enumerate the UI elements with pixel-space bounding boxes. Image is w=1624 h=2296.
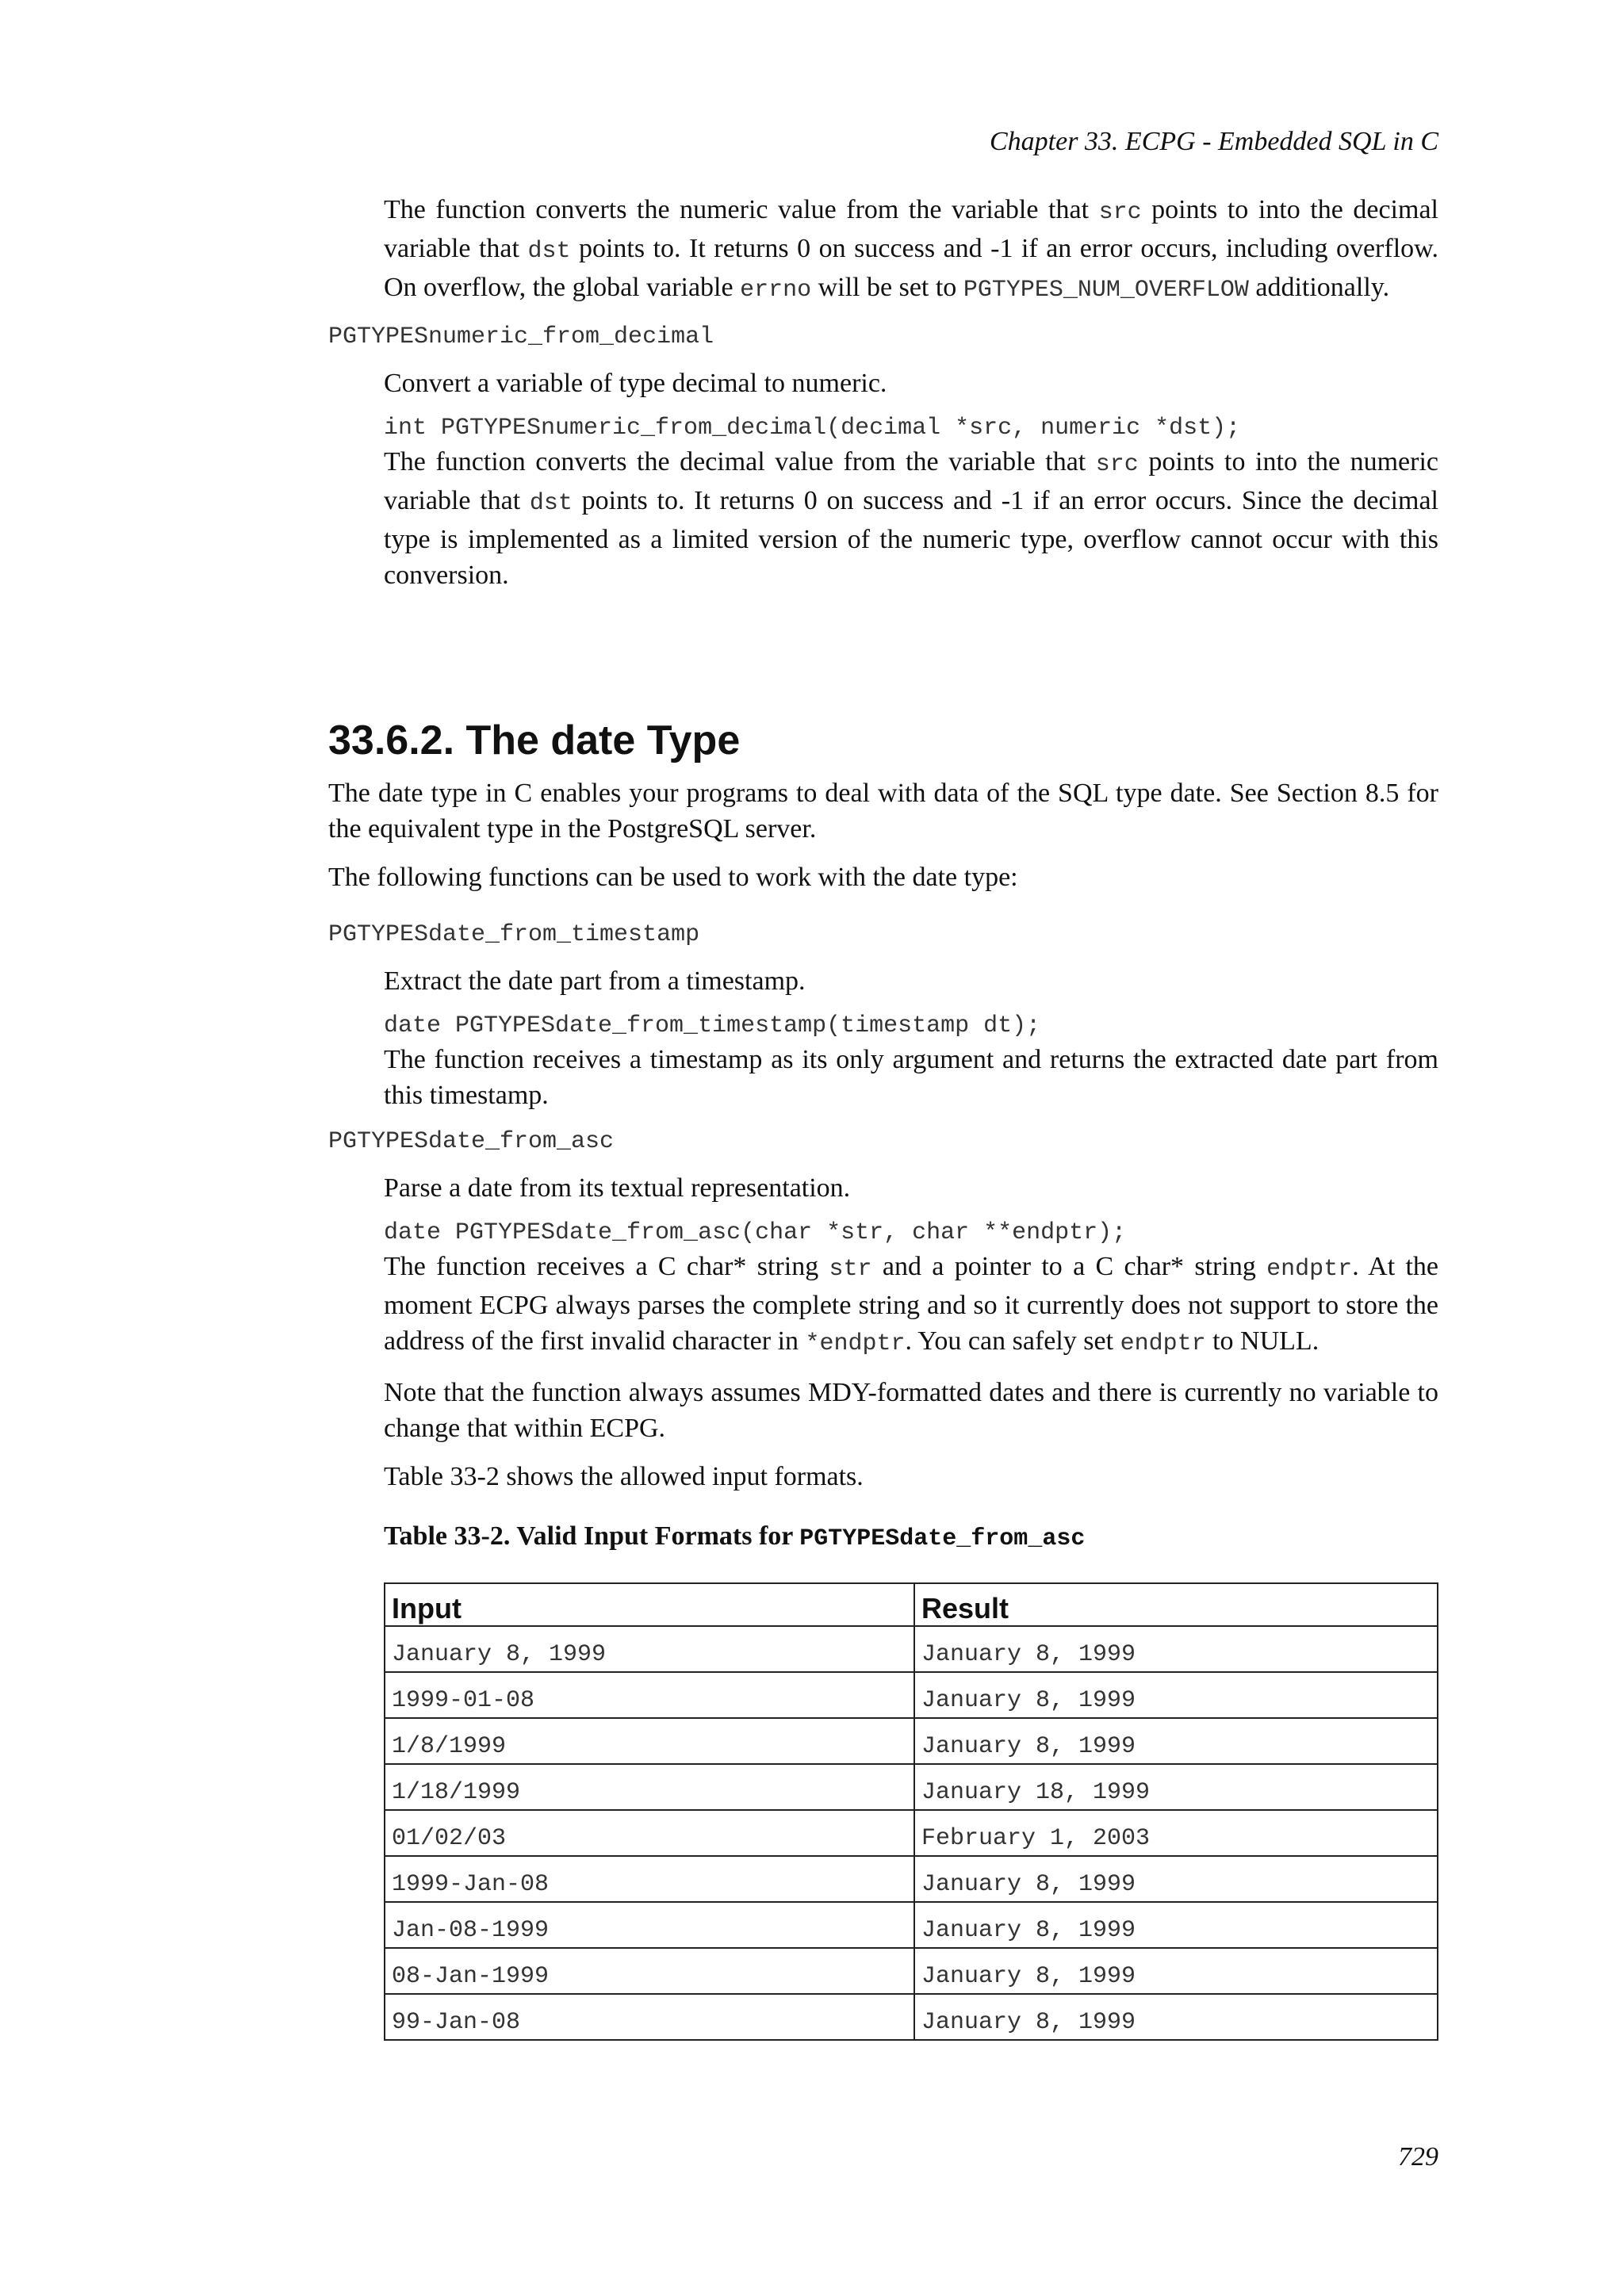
section-intro: The date type in C enables your programs to deal with data of the SQL type date. See Section 8.5 for the equivalent type in the PostgreSQL server. bbox=[328, 779, 1438, 844]
function-synopsis: date PGTYPESdate_from_timestamp(timestamp dt); bbox=[384, 1012, 1041, 1039]
input-cell: 01/02/03 bbox=[385, 1810, 914, 1856]
table-row bbox=[385, 1948, 1438, 1994]
overflow-paragraph: The function converts the numeric value from the variable that src points to into the decimal variable that dst points to. It returns 0 on success and -1 if an error occurs, including overflow. On overflow, the global variable errno will be set to PGTYPES_NUM_OVERFLOW additionally. bbox=[384, 195, 1438, 304]
inline-code: dst bbox=[527, 238, 571, 265]
table-row bbox=[385, 1810, 1438, 1856]
input-cell: 99-Jan-08 bbox=[385, 1994, 914, 2040]
inline-code: PGTYPESdate_from_asc bbox=[799, 1525, 1086, 1552]
section-lead: The following functions can be used to work with the date type: bbox=[328, 863, 1018, 892]
result-cell: January 8, 1999 bbox=[914, 1902, 1438, 1948]
input-cell: Jan-08-1999 bbox=[385, 1902, 914, 1948]
result-cell: January 8, 1999 bbox=[914, 1718, 1438, 1764]
input-cell: 08-Jan-1999 bbox=[385, 1948, 914, 1994]
table-caption: Table 33-2. Valid Input Formats for PGTYPESdate_from_asc bbox=[384, 1521, 1086, 1552]
function-summary: Extract the date part from a timestamp. bbox=[384, 966, 806, 996]
table-row bbox=[385, 1764, 1438, 1810]
running-head: Chapter 33. ECPG - Embedded SQL in C bbox=[989, 127, 1438, 156]
section-title: 33.6.2. The date Type bbox=[328, 718, 741, 763]
input-cell: 1/18/1999 bbox=[385, 1764, 914, 1810]
function-term: PGTYPESdate_from_asc bbox=[328, 1128, 615, 1155]
function-description: The function converts the decimal value from the variable that src points to into the numeric variable that dst points to. It returns 0 on success and -1 if an error occurs. Since the decimal type is implemented as a limited version of the numeric type, overflow cannot occur with this conversion. bbox=[384, 447, 1438, 590]
column-header-result: Result bbox=[914, 1583, 1438, 1626]
table-row bbox=[385, 1994, 1438, 2040]
function-summary: Convert a variable of type decimal to numeric. bbox=[384, 369, 887, 398]
inline-code: str bbox=[829, 1256, 872, 1283]
table-reference: Table 33-2 shows the allowed input formats. bbox=[384, 1462, 864, 1491]
function-description: The function receives a C char* string str and a pointer to a C char* string endptr. At the moment ECPG always parses the complete string and so it currently does not support to store the address of the first invalid character in *endptr. You can safely set endptr to NULL. bbox=[384, 1252, 1439, 1357]
page-number: 729 bbox=[1398, 2142, 1438, 2172]
function-term: PGTYPESnumeric_from_decimal bbox=[328, 323, 714, 350]
function-term: PGTYPESdate_from_timestamp bbox=[328, 921, 700, 948]
inline-code: *endptr bbox=[805, 1330, 906, 1357]
inline-code: PGTYPES_NUM_OVERFLOW bbox=[963, 277, 1249, 304]
page-content bbox=[328, 192, 1438, 2041]
input-cell: 1999-Jan-08 bbox=[385, 1856, 914, 1902]
function-description: The function receives a timestamp as its only argument and returns the extracted date part from this timestamp. bbox=[384, 1045, 1438, 1110]
table-header-row bbox=[385, 1583, 1438, 1626]
input-cell: January 8, 1999 bbox=[385, 1626, 914, 1672]
input-cell: 1/8/1999 bbox=[385, 1718, 914, 1764]
column-header-input: Input bbox=[385, 1583, 914, 1626]
note-paragraph: Note that the function always assumes MDY-formatted dates and there is currently no variable to change that within ECPG. bbox=[384, 1378, 1438, 1443]
function-synopsis: int PGTYPESnumeric_from_decimal(decimal *src, numeric *dst); bbox=[384, 415, 1241, 442]
function-entry-numeric-from-decimal bbox=[328, 321, 1438, 593]
result-cell: January 8, 1999 bbox=[914, 1672, 1438, 1718]
table-row bbox=[385, 1626, 1438, 1672]
table-row bbox=[385, 1672, 1438, 1718]
function-summary: Parse a date from its textual representation. bbox=[384, 1173, 851, 1203]
table-row bbox=[385, 1902, 1438, 1948]
function-synopsis: date PGTYPESdate_from_asc(char *str, char **endptr); bbox=[384, 1219, 1127, 1246]
input-formats-table bbox=[384, 1582, 1438, 2041]
table-row bbox=[385, 1856, 1438, 1902]
inline-code: src bbox=[1095, 451, 1139, 478]
table-row bbox=[385, 1718, 1438, 1764]
result-cell: February 1, 2003 bbox=[914, 1810, 1438, 1856]
inline-code: dst bbox=[529, 490, 573, 517]
result-cell: January 8, 1999 bbox=[914, 1948, 1438, 1994]
result-cell: January 18, 1999 bbox=[914, 1764, 1438, 1810]
function-entry-date-from-asc bbox=[328, 1126, 1438, 1494]
input-cell: 1999-01-08 bbox=[385, 1672, 914, 1718]
inline-code: endptr bbox=[1120, 1330, 1206, 1357]
function-entry-date-from-timestamp bbox=[328, 919, 1438, 1113]
inline-code: src bbox=[1098, 199, 1142, 226]
inline-code: endptr bbox=[1266, 1256, 1353, 1283]
result-cell: January 8, 1999 bbox=[914, 1626, 1438, 1672]
inline-code: errno bbox=[740, 277, 812, 304]
result-cell: January 8, 1999 bbox=[914, 1856, 1438, 1902]
result-cell: January 8, 1999 bbox=[914, 1994, 1438, 2040]
